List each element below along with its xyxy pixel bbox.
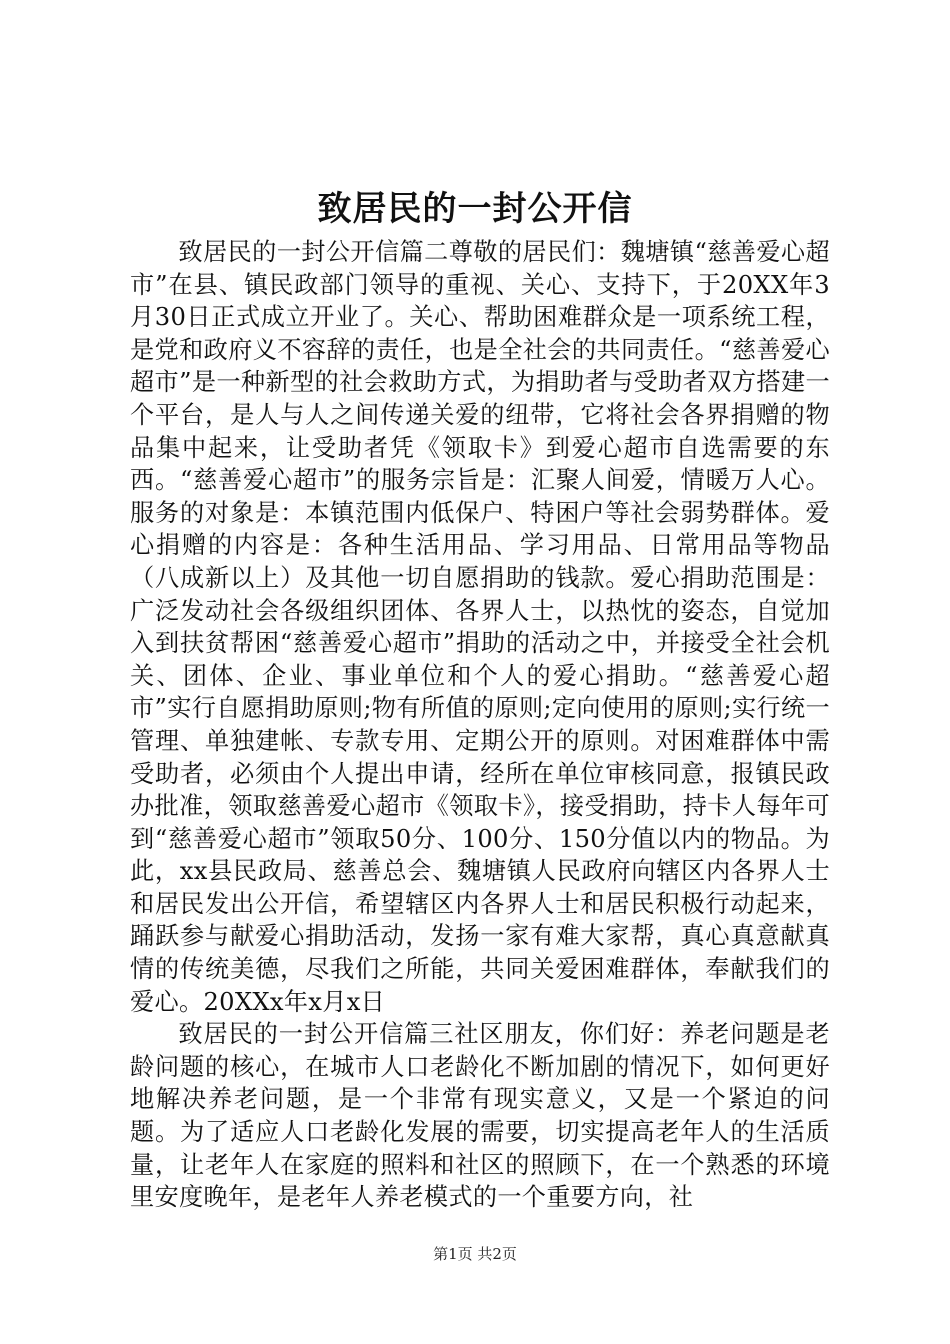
document-body (130, 236, 830, 1214)
document-title: 致居民的一封公开信 (317, 189, 633, 229)
paragraph-letter-two: 致居民的一封公开信篇二尊敬的居民们：魏塘镇“慈善爱心超市”在县、镇民政部门领导的重视、关心、支持下，于20XX年3月30日正式成立开业了。关心、帮助困难群众是一项系统工程，是党和政府义不容辞的责任，也是全社会的共同责任。“慈善爱心超市”是一种新型的社会救助方式，为捐助者与受助者双方搭建一个平台，是人与人之间传递关爱的纽带，它将社会各界捐赠的物品集中起来，让受助者凭《领取卡》到爱心超市自选需要的东西。“慈善爱心超市”的服务宗旨是：汇聚人间爱，情暖万人心。服务的对象是：本镇范围内低保户、特困户等社会弱势群体。爱心捐赠的内容是：各种生活用品、学习用品、日常用品等物品（八成新以上）及其他一切自愿捐助的钱款。爱心捐助范围是：广泛发动社会各级组织团体、各界人士，以热忱的姿态，自觉加入到扶贫帮困“慈善爱心超市”捐助的活动之中，并接受全社会机关、团体、企业、事业单位和个人的爱心捐助。“慈善爱心超市”实行自愿捐助原则;物有所值的原则;定向使用的原则;实行统一管理、单独建帐、专款专用、定期公开的原则。对困难群体中需受助者，必须由个人提出申请，经所在单位审核同意，报镇民政办批准，领取慈善爱心超市《领取卡》，接受捐助，持卡人每年可到“慈善爱心超市”领取50分、100分、150分值以内的物品。为此，xx县民政局、慈善总会、魏塘镇人民政府向辖区内各界人士和居民发出公开信，希望辖区内各界人士和居民积极行动起来，踊跃参与献爱心捐助活动，发扬一家有难大家帮，真心真意献真情的传统美德，尽我们之所能，共同关爱困难群体，奉献我们的爱心。20XXx年x月x日 (130, 238, 830, 1016)
page-number-footer: 第1页 共2页 (433, 1245, 517, 1263)
paragraph-letter-three: 致居民的一封公开信篇三社区朋友，你们好：养老问题是老龄问题的核心，在城市人口老龄化不断加剧的情况下，如何更好地解决养老问题，是一个非常有现实意义，又是一个紧迫的问题。为了适应人口老龄化发展的需要，切实提高老年人的生活质量，让老年人在家庭的照料和社区的照顾下，在一个熟悉的环境里安度晚年，是老年人养老模式的一个重要方向，社 (130, 1020, 830, 1212)
